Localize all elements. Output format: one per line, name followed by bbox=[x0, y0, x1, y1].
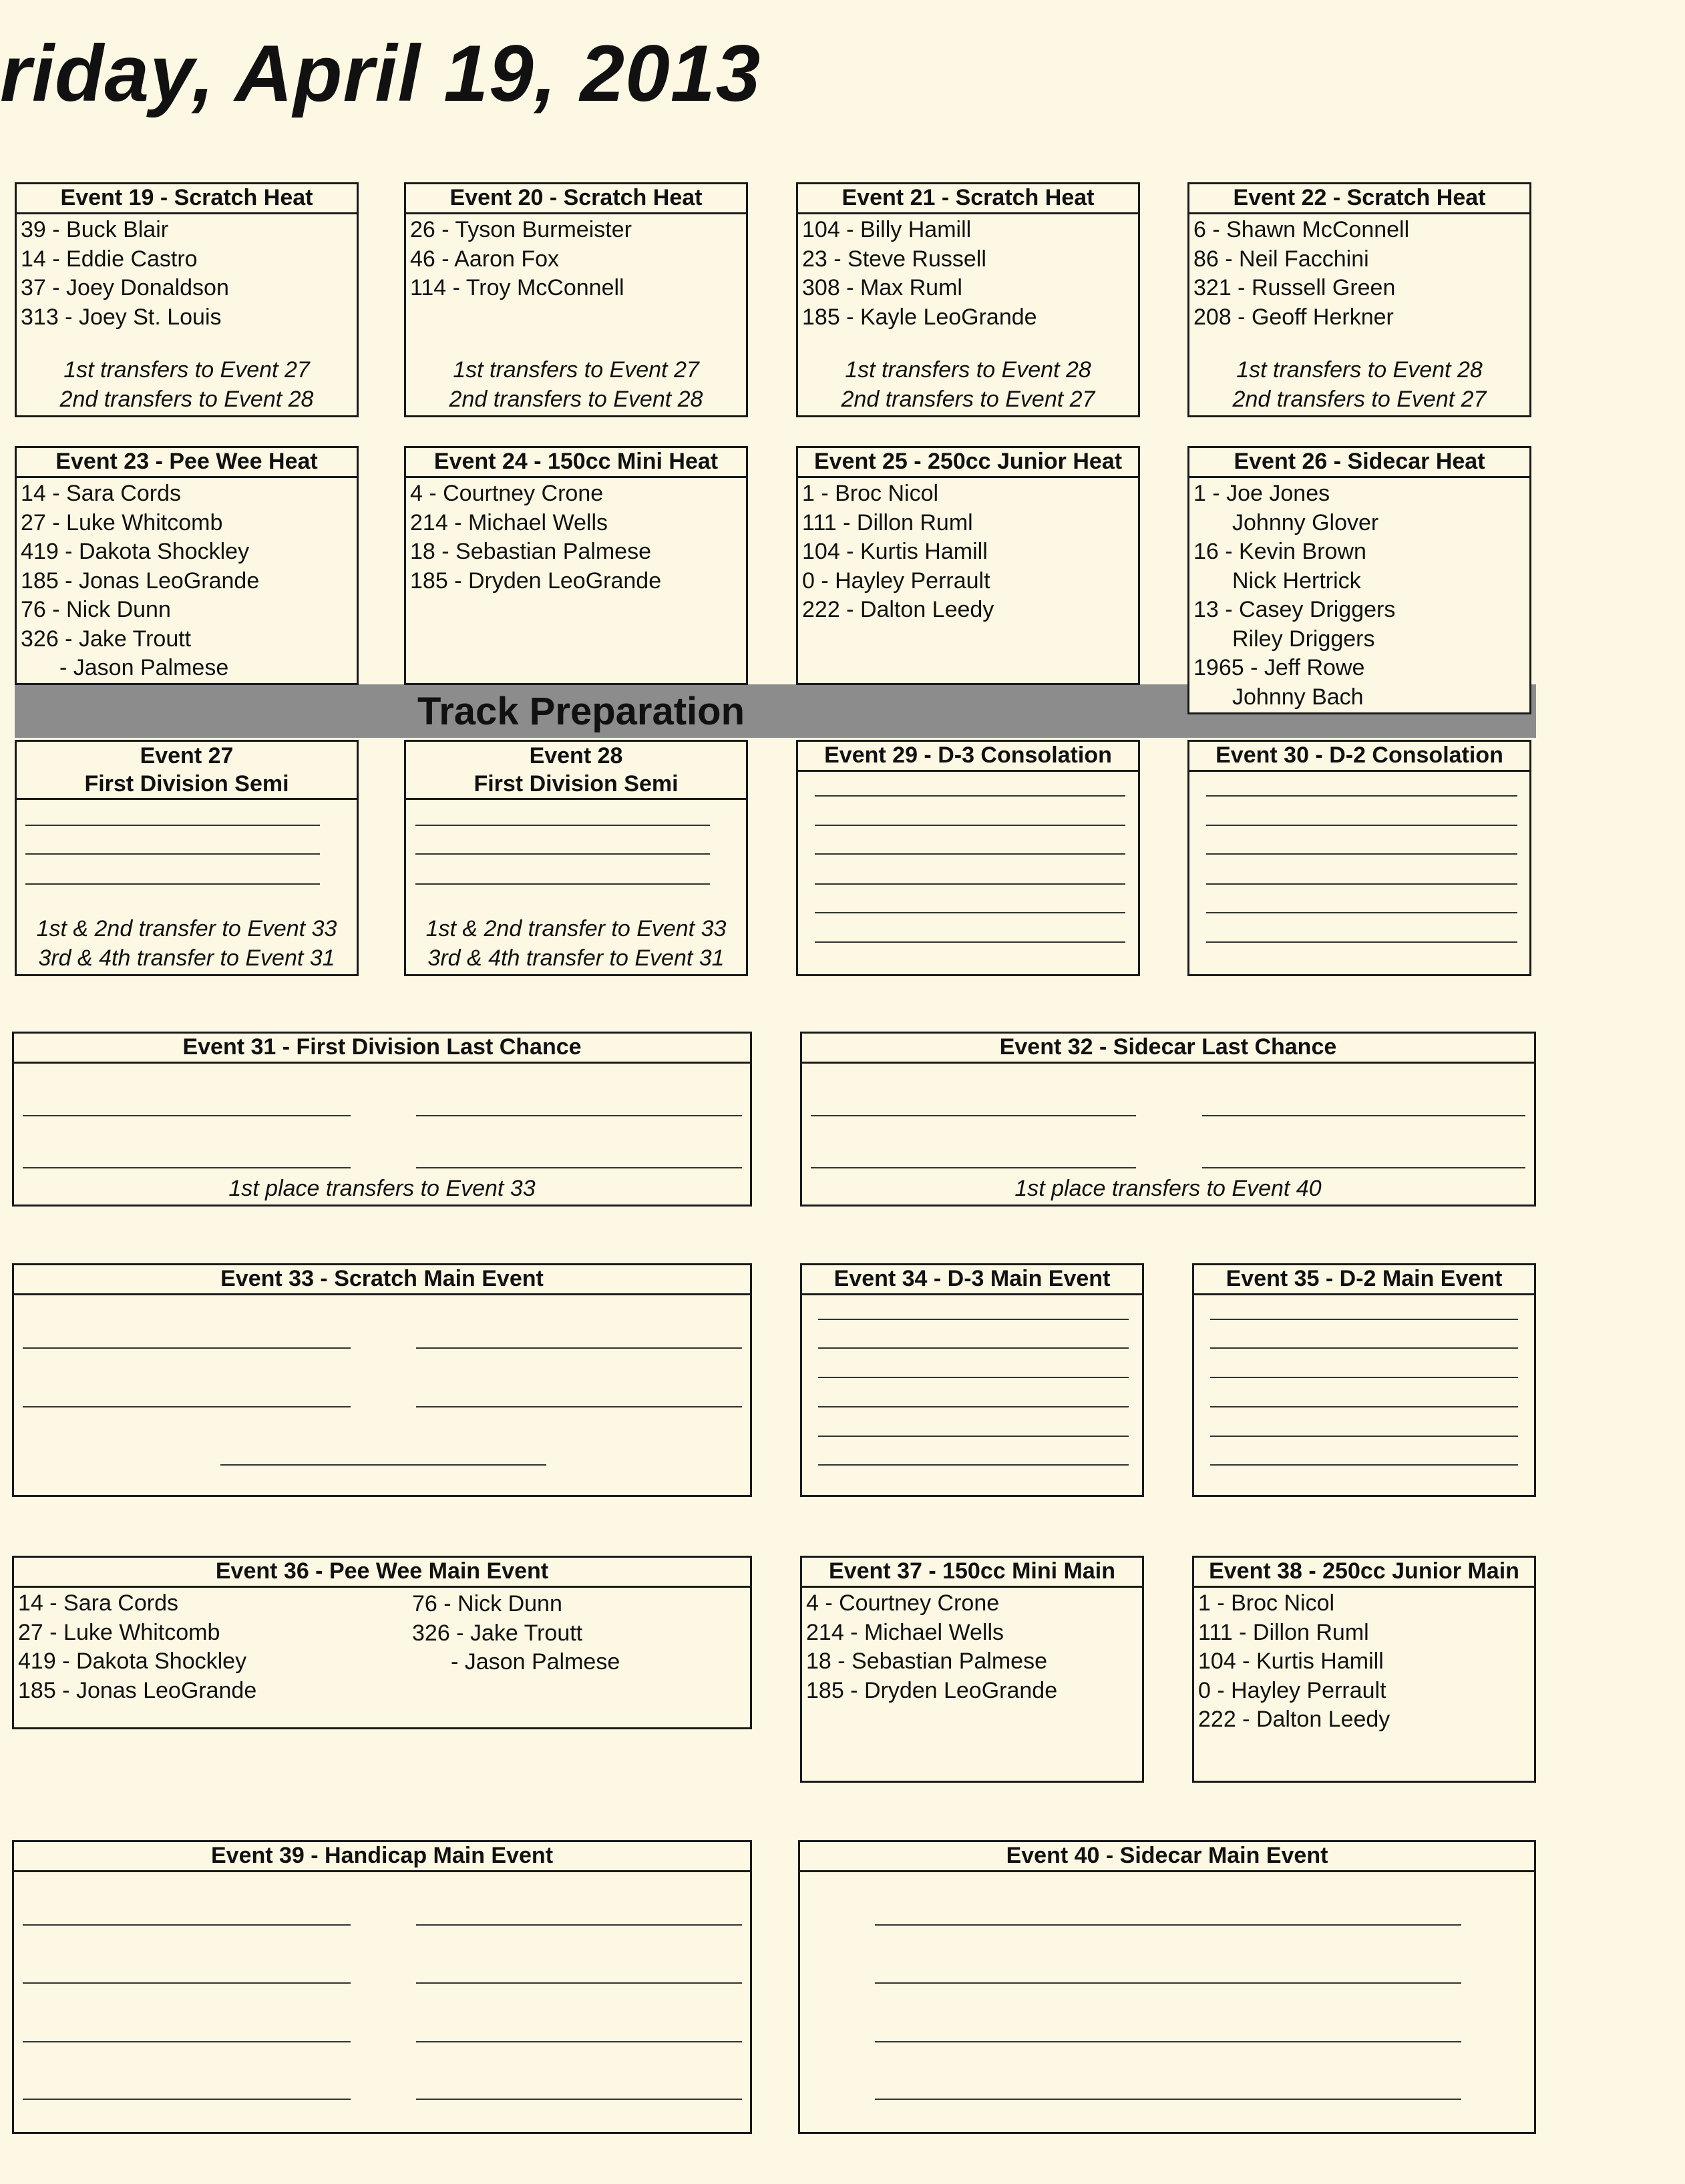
result-blank-line bbox=[815, 825, 1125, 826]
event-header: Event 40 - Sidecar Main Event bbox=[800, 1842, 1534, 1872]
event-header-line: First Division Semi bbox=[84, 771, 289, 797]
event-box-e33 bbox=[12, 1263, 752, 1497]
track-preparation-label: Track Preparation bbox=[417, 690, 745, 733]
event-box-e40 bbox=[798, 1840, 1536, 2134]
entry: 27 - Luke Whitcomb bbox=[18, 1619, 220, 1645]
result-blank-line bbox=[416, 1347, 742, 1349]
event-box-e23 bbox=[15, 446, 359, 685]
result-blank-line bbox=[818, 1464, 1129, 1466]
transfer-note: 1st place transfers to Event 33 bbox=[228, 1176, 536, 1201]
entry: 6 - Shawn McConnell bbox=[1193, 217, 1410, 242]
entry: 0 - Hayley Perrault bbox=[1198, 1677, 1386, 1703]
entry-list-col2 bbox=[408, 1588, 620, 1677]
entry: 321 - Russell Green bbox=[1193, 275, 1396, 300]
transfer-notes bbox=[14, 1174, 750, 1203]
page-title: riday, April 19, 2013 bbox=[0, 29, 761, 118]
event-box-e36 bbox=[12, 1556, 752, 1729]
entry: 16 - Kevin Brown bbox=[1193, 539, 1366, 564]
entry-list bbox=[406, 214, 746, 303]
entry: 1 - Broc Nicol bbox=[802, 481, 939, 506]
event-header-line: Event 28 bbox=[529, 743, 623, 769]
entry: 104 - Billy Hamill bbox=[802, 217, 972, 242]
event-box-e34 bbox=[800, 1263, 1144, 1497]
entry: 185 - Kayle LeoGrande bbox=[802, 304, 1037, 330]
event-box-e20 bbox=[404, 182, 748, 417]
entry: 313 - Joey St. Louis bbox=[21, 304, 222, 330]
event-box-e26 bbox=[1187, 446, 1531, 714]
event-box-e39 bbox=[12, 1840, 752, 2134]
result-blank-line bbox=[815, 941, 1125, 943]
entry: Nick Hertrick bbox=[1232, 568, 1361, 594]
result-blank-line bbox=[815, 853, 1125, 855]
event-box-e21 bbox=[796, 182, 1140, 417]
event-header: Event 21 - Scratch Heat bbox=[798, 184, 1138, 214]
result-blank-line bbox=[415, 825, 710, 826]
transfer-note: 1st place transfers to Event 40 bbox=[1014, 1176, 1322, 1201]
event-box-e24 bbox=[404, 446, 748, 685]
event-header: Event 29 - D-3 Consolation bbox=[798, 742, 1138, 772]
entry-list bbox=[1194, 1588, 1534, 1735]
result-blank-line bbox=[416, 1982, 742, 1984]
entry: 14 - Sara Cords bbox=[18, 1590, 178, 1616]
entry: 14 - Eddie Castro bbox=[21, 246, 198, 272]
entry: Johnny Glover bbox=[1232, 509, 1379, 535]
transfer-note: 1st transfers to Event 28 bbox=[1236, 357, 1483, 383]
result-blank-line bbox=[23, 1347, 351, 1349]
result-blank-line bbox=[1210, 1377, 1518, 1378]
entry: 26 - Tyson Burmeister bbox=[410, 217, 632, 242]
result-blank-line bbox=[23, 1406, 351, 1407]
result-blank-line bbox=[815, 912, 1125, 913]
event-header: Event 30 - D-2 Consolation bbox=[1189, 742, 1529, 772]
entry: 1 - Joe Jones bbox=[1193, 481, 1330, 506]
event-header-line: First Division Semi bbox=[474, 771, 679, 797]
entry: 14 - Sara Cords bbox=[21, 481, 181, 506]
entry: 185 - Dryden LeoGrande bbox=[806, 1677, 1058, 1703]
event-box-e25 bbox=[796, 446, 1140, 685]
result-blank-line bbox=[815, 883, 1125, 885]
result-blank-line bbox=[23, 2099, 351, 2100]
event-box-e38 bbox=[1192, 1556, 1536, 1783]
entry: 46 - Aaron Fox bbox=[410, 246, 560, 272]
event-box-e30 bbox=[1187, 740, 1531, 976]
transfer-note: 2nd transfers to Event 27 bbox=[841, 387, 1095, 412]
result-blank-line bbox=[1206, 853, 1517, 855]
result-blank-line bbox=[818, 1406, 1129, 1407]
event-header: Event 24 - 150cc Mini Heat bbox=[406, 448, 746, 478]
entry: 4 - Courtney Crone bbox=[806, 1590, 1000, 1616]
event-header: Event 38 - 250cc Junior Main bbox=[1194, 1558, 1534, 1588]
entry-list bbox=[802, 1588, 1142, 1705]
result-blank-line bbox=[818, 1377, 1129, 1378]
event-box-e31 bbox=[12, 1032, 752, 1207]
transfer-note: 2nd transfers to Event 27 bbox=[1232, 387, 1487, 412]
transfer-note: 1st transfers to Event 27 bbox=[453, 357, 699, 383]
entry: 114 - Troy McConnell bbox=[410, 275, 624, 300]
entry: - Jason Palmese bbox=[59, 655, 229, 680]
result-blank-line bbox=[415, 853, 710, 855]
result-blank-line bbox=[811, 1167, 1136, 1168]
entry-list bbox=[17, 214, 357, 332]
entry: 39 - Buck Blair bbox=[21, 217, 169, 242]
event-box-e27 bbox=[15, 740, 359, 976]
entry: Johnny Bach bbox=[1232, 684, 1364, 710]
entry: 18 - Sebastian Palmese bbox=[806, 1649, 1047, 1674]
result-blank-line bbox=[1210, 1347, 1518, 1349]
entry: Riley Driggers bbox=[1232, 626, 1375, 652]
result-blank-line bbox=[25, 853, 320, 855]
transfer-note: 3rd & 4th transfer to Event 31 bbox=[38, 945, 335, 971]
result-blank-line bbox=[1206, 941, 1517, 943]
entry: - Jason Palmese bbox=[451, 1649, 620, 1675]
transfer-note: 1st & 2nd transfer to Event 33 bbox=[36, 916, 337, 941]
entry: 326 - Jake Troutt bbox=[21, 626, 192, 652]
result-blank-line bbox=[811, 1115, 1136, 1116]
transfer-notes bbox=[17, 914, 357, 973]
event-box-e29 bbox=[796, 740, 1140, 976]
result-blank-line bbox=[875, 1982, 1461, 1984]
result-blank-line bbox=[1202, 1167, 1525, 1168]
entry: 111 - Dillon Ruml bbox=[1198, 1619, 1369, 1645]
entry-list bbox=[798, 478, 1138, 625]
result-blank-line bbox=[875, 2099, 1461, 2100]
event-header: Event 33 - Scratch Main Event bbox=[14, 1265, 750, 1295]
event-header-line: Event 27 bbox=[140, 743, 234, 769]
result-blank-line bbox=[23, 1115, 351, 1116]
event-box-e22 bbox=[1187, 182, 1531, 417]
entry-list bbox=[1189, 478, 1529, 712]
entry: 185 - Jonas LeoGrande bbox=[18, 1677, 257, 1703]
result-blank-line bbox=[818, 1436, 1129, 1437]
transfer-notes bbox=[1189, 355, 1529, 414]
result-blank-line bbox=[416, 2099, 742, 2100]
result-blank-line bbox=[875, 1924, 1461, 1926]
entry: 222 - Dalton Leedy bbox=[802, 597, 994, 622]
event-box-e28 bbox=[404, 740, 748, 976]
result-blank-line bbox=[23, 1924, 351, 1926]
transfer-note: 1st transfers to Event 28 bbox=[845, 357, 1091, 383]
event-header: Event 26 - Sidecar Heat bbox=[1189, 448, 1529, 478]
entry: 185 - Jonas LeoGrande bbox=[21, 568, 260, 594]
result-blank-line bbox=[875, 2041, 1461, 2042]
result-blank-line bbox=[416, 1406, 742, 1407]
entry: 104 - Kurtis Hamill bbox=[1198, 1649, 1384, 1674]
result-blank-line bbox=[1206, 883, 1517, 885]
entry-list bbox=[406, 478, 746, 596]
event-box-e19 bbox=[15, 182, 359, 417]
transfer-notes bbox=[17, 355, 357, 414]
transfer-note: 2nd transfers to Event 28 bbox=[59, 387, 314, 412]
event-header bbox=[406, 742, 746, 800]
entry: 214 - Michael Wells bbox=[806, 1619, 1004, 1645]
event-header bbox=[17, 742, 357, 800]
result-blank-line bbox=[1206, 795, 1517, 797]
entry: 419 - Dakota Shockley bbox=[21, 539, 250, 564]
event-header: Event 31 - First Division Last Chance bbox=[14, 1034, 750, 1064]
entry: 104 - Kurtis Hamill bbox=[802, 539, 988, 564]
event-box-e37 bbox=[800, 1556, 1144, 1783]
result-blank-line bbox=[1210, 1464, 1518, 1466]
transfer-note: 1st & 2nd transfer to Event 33 bbox=[425, 916, 727, 941]
transfer-note: 1st transfers to Event 27 bbox=[63, 357, 310, 383]
result-blank-line bbox=[1210, 1406, 1518, 1407]
entry-list bbox=[798, 214, 1138, 332]
entry: 222 - Dalton Leedy bbox=[1198, 1707, 1390, 1732]
result-blank-line bbox=[815, 795, 1125, 797]
entry: 214 - Michael Wells bbox=[410, 509, 608, 535]
event-header: Event 34 - D-3 Main Event bbox=[802, 1265, 1142, 1295]
result-blank-line bbox=[220, 1464, 546, 1466]
event-header: Event 22 - Scratch Heat bbox=[1189, 184, 1529, 214]
entry: 185 - Dryden LeoGrande bbox=[410, 568, 662, 594]
result-blank-line bbox=[23, 2041, 351, 2042]
entry: 326 - Jake Troutt bbox=[412, 1620, 583, 1646]
entry: 37 - Joey Donaldson bbox=[21, 275, 229, 300]
result-blank-line bbox=[818, 1319, 1129, 1320]
event-header: Event 35 - D-2 Main Event bbox=[1194, 1265, 1534, 1295]
result-blank-line bbox=[416, 1115, 742, 1116]
event-header: Event 25 - 250cc Junior Heat bbox=[798, 448, 1138, 478]
event-header: Event 32 - Sidecar Last Chance bbox=[802, 1034, 1534, 1064]
transfer-notes bbox=[406, 914, 746, 973]
result-blank-line bbox=[23, 1167, 351, 1168]
entry: 76 - Nick Dunn bbox=[412, 1591, 562, 1616]
event-box-e32 bbox=[800, 1032, 1536, 1207]
entry: 419 - Dakota Shockley bbox=[18, 1649, 247, 1674]
result-blank-line bbox=[1206, 912, 1517, 913]
entry-list bbox=[14, 1588, 750, 1705]
event-header: Event 23 - Pee Wee Heat bbox=[17, 448, 357, 478]
result-blank-line bbox=[416, 1924, 742, 1926]
result-blank-line bbox=[25, 825, 320, 826]
result-blank-line bbox=[1206, 825, 1517, 826]
event-box-e35 bbox=[1192, 1263, 1536, 1497]
result-blank-line bbox=[1210, 1319, 1518, 1320]
entry: 308 - Max Ruml bbox=[802, 275, 962, 300]
entry: 86 - Neil Facchini bbox=[1193, 246, 1369, 272]
entry-list bbox=[1189, 214, 1529, 332]
entry: 208 - Geoff Herkner bbox=[1193, 304, 1394, 330]
result-blank-line bbox=[1210, 1436, 1518, 1437]
event-header: Event 37 - 150cc Mini Main bbox=[802, 1558, 1142, 1588]
entry: 18 - Sebastian Palmese bbox=[410, 539, 651, 564]
entry: 1 - Broc Nicol bbox=[1198, 1590, 1335, 1616]
event-header: Event 39 - Handicap Main Event bbox=[14, 1842, 750, 1872]
result-blank-line bbox=[818, 1347, 1129, 1349]
entry: 23 - Steve Russell bbox=[802, 246, 986, 272]
transfer-note: 2nd transfers to Event 28 bbox=[449, 387, 703, 412]
entry: 4 - Courtney Crone bbox=[410, 481, 604, 506]
entry: 76 - Nick Dunn bbox=[21, 597, 171, 622]
entry: 27 - Luke Whitcomb bbox=[21, 509, 223, 535]
result-blank-line bbox=[415, 883, 710, 885]
event-header: Event 20 - Scratch Heat bbox=[406, 184, 746, 214]
transfer-notes bbox=[406, 355, 746, 414]
result-blank-line bbox=[416, 2041, 742, 2042]
transfer-notes bbox=[802, 1174, 1534, 1203]
result-blank-line bbox=[1202, 1115, 1525, 1116]
result-blank-line bbox=[25, 883, 320, 885]
entry: 13 - Casey Driggers bbox=[1193, 597, 1396, 622]
entry: 0 - Hayley Perrault bbox=[802, 568, 990, 594]
result-blank-line bbox=[23, 1982, 351, 1984]
result-blank-line bbox=[416, 1167, 742, 1168]
transfer-notes bbox=[798, 355, 1138, 414]
entry: 111 - Dillon Ruml bbox=[802, 509, 973, 535]
entry-list bbox=[17, 478, 357, 683]
event-header: Event 19 - Scratch Heat bbox=[17, 184, 357, 214]
transfer-note: 3rd & 4th transfer to Event 31 bbox=[427, 945, 725, 971]
entry: 1965 - Jeff Rowe bbox=[1193, 655, 1365, 680]
event-header: Event 36 - Pee Wee Main Event bbox=[14, 1558, 750, 1588]
